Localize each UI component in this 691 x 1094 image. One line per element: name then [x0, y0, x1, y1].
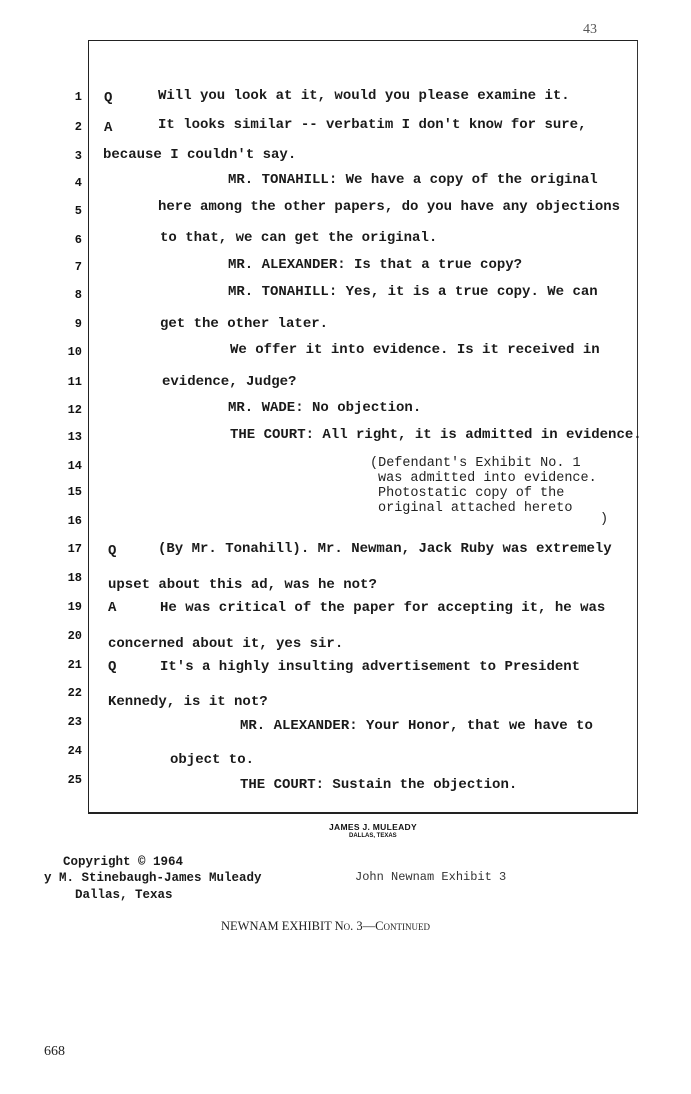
exhibit-note-close: ) [600, 512, 609, 527]
line-number: 20 [67, 629, 82, 643]
line-number: 3 [74, 149, 82, 163]
line-number: 21 [67, 658, 82, 672]
copyright-line: Dallas, Texas [75, 888, 173, 902]
page-number-top: 43 [583, 22, 597, 37]
exhibit-note-line: was admitted into evidence. [378, 471, 597, 486]
transcript-line: MR. TONAHILL: We have a copy of the original [228, 172, 598, 188]
transcript-line: It's a highly insulting advertisement to President [160, 659, 581, 675]
transcript-line: Will you look at it, would you please examine it. [158, 88, 570, 104]
transcript-line: MR. ALEXANDER: Your Honor, that we have to [240, 718, 593, 734]
speaker-label: Q [104, 90, 113, 106]
line-number: 22 [67, 686, 82, 700]
copyright-line: Copyright © 1964 [63, 855, 184, 869]
transcript-line: (By Mr. Tonahill). Mr. Newman, Jack Ruby was extremely [158, 541, 612, 557]
line-number: 6 [74, 233, 82, 247]
transcript-line: MR. ALEXANDER: Is that a true copy? [228, 257, 523, 273]
transcript-line: get the other later. [160, 316, 329, 332]
copyright-line: y M. Stinebaugh-James Muleady [44, 871, 262, 885]
line-number: 13 [67, 430, 82, 444]
transcript-line: upset about this ad, was he not? [108, 577, 377, 593]
transcript-line: It looks similar -- verbatim I don't know for sure, [158, 117, 587, 133]
line-number: 9 [74, 317, 82, 331]
transcript-line: Kennedy, is it not? [108, 694, 268, 710]
line-number: 16 [67, 514, 82, 528]
exhibit-note-line: (Defendant's Exhibit No. 1 [370, 456, 581, 471]
line-number: 18 [67, 571, 82, 585]
transcript-line: evidence, Judge? [162, 374, 297, 390]
transcript-line: here among the other papers, do you have any objections [158, 199, 621, 215]
transcript-line: MR. TONAHILL: Yes, it is a true copy. We can [228, 284, 598, 300]
line-number: 10 [67, 345, 82, 359]
exhibit-note-line: Photostatic copy of the [378, 486, 565, 501]
line-number: 11 [67, 375, 82, 389]
page-number-bottom: 668 [44, 1044, 65, 1059]
transcript-line: because I couldn't say. [103, 147, 297, 163]
line-number: 5 [74, 204, 82, 218]
line-number: 15 [67, 485, 82, 499]
line-number: 7 [74, 260, 82, 274]
transcript-line: MR. WADE: No objection. [228, 400, 422, 416]
line-number: 2 [74, 120, 82, 134]
exhibit-label: John Newnam Exhibit 3 [355, 870, 507, 884]
speaker-label: Q [108, 659, 117, 675]
line-number: 19 [67, 600, 82, 614]
transcript-line: He was critical of the paper for accepting it, he was [160, 600, 606, 616]
line-number: 14 [67, 459, 82, 473]
speaker-label: A [104, 120, 113, 136]
line-number: 24 [67, 744, 82, 758]
line-number: 17 [67, 542, 82, 556]
line-number: 8 [74, 288, 82, 302]
speaker-label: Q [108, 543, 117, 559]
exhibit-note-line: original attached hereto [378, 501, 573, 516]
line-number: 1 [74, 90, 82, 104]
line-number: 12 [67, 403, 82, 417]
transcript-line: object to. [170, 752, 255, 768]
transcript-frame-bottom [88, 812, 638, 814]
transcript-line: THE COURT: All right, it is admitted in evidence. [230, 427, 642, 443]
line-number: 25 [67, 773, 82, 787]
reporter-name: JAMES J. MULEADY [329, 822, 417, 832]
exhibit-caption: NEWNAM EXHIBIT No. 3—Continued [221, 919, 430, 933]
line-number: 4 [74, 176, 82, 190]
transcript-line: concerned about it, yes sir. [108, 636, 344, 652]
speaker-label: A [108, 600, 117, 616]
reporter-city: DALLAS, TEXAS [349, 833, 397, 839]
transcript-line: We offer it into evidence. Is it received in [230, 342, 600, 358]
transcript-line: to that, we can get the original. [160, 230, 438, 246]
line-number: 23 [67, 715, 82, 729]
transcript-line: THE COURT: Sustain the objection. [240, 777, 518, 793]
